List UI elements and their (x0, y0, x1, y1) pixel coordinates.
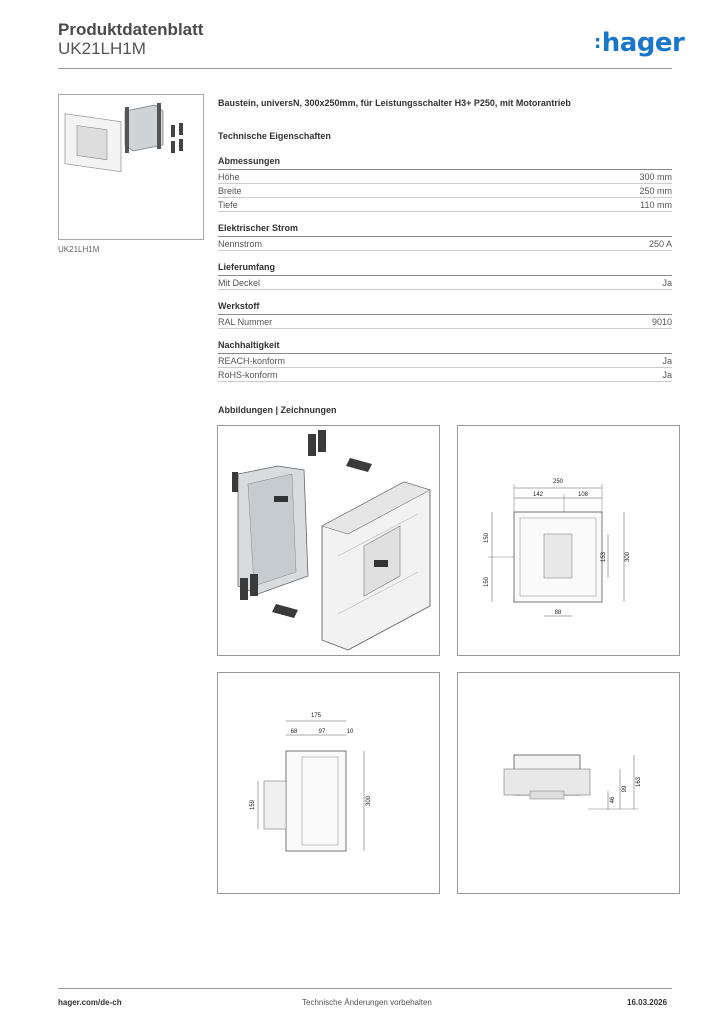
dim-108: 108 (577, 492, 589, 498)
logo-dots-icon: : (594, 32, 601, 53)
spec-row: Höhe 300 mm (218, 172, 672, 182)
figure-side-drawing (217, 672, 440, 894)
product-code: UK21LH1M (58, 39, 146, 58)
tech-heading: Technische Eigenschaften (218, 131, 331, 141)
figures-heading: Abbildungen | Zeichnungen (218, 405, 337, 415)
dim-142: 142 (532, 492, 544, 498)
dim-150a: 150 (484, 532, 490, 544)
section-title: Lieferumfang (218, 262, 672, 276)
page-title: Produktdatenblatt (58, 20, 204, 39)
section-title: Elektrischer Strom (218, 223, 672, 237)
dim-10: 10 (346, 729, 354, 735)
footer-date: 16.03.2026 (627, 998, 668, 1007)
figure-exploded-view (217, 425, 440, 656)
dim-250: 250 (552, 479, 564, 485)
dim-150b: 150 (484, 576, 490, 588)
header-divider (58, 68, 672, 69)
dim-300: 300 (625, 551, 631, 563)
dim-175: 175 (310, 713, 322, 719)
dim-88: 88 (554, 610, 562, 616)
hager-logo: :hager (594, 28, 685, 58)
spec-row: RAL Nummer 9010 (218, 317, 672, 327)
dim-163: 163 (636, 776, 642, 788)
dim-97: 97 (318, 729, 326, 735)
footer-divider (58, 988, 672, 989)
dim-159: 159 (250, 799, 256, 811)
dim-153: 153 (601, 551, 607, 563)
spec-row: Tiefe 110 mm (218, 200, 672, 210)
footer-website-link[interactable]: hager.com/de-ch (58, 998, 122, 1007)
product-description: Baustein, universN, 300x250mm, für Leistungsschalter H3+ P250, mit Motorantrieb (218, 98, 571, 108)
section-lieferumfang (218, 262, 672, 290)
section-werkstoff (218, 301, 672, 329)
figure-top-drawing (457, 672, 680, 894)
footer-notice: Technische Änderungen vorbehalten (302, 998, 432, 1007)
dim-99: 99 (622, 785, 628, 793)
spec-row: RoHS-konform Ja (218, 370, 672, 380)
section-title: Werkstoff (218, 301, 672, 315)
section-elektrischer-strom (218, 223, 672, 251)
spec-row: Nennstrom 250 A (218, 239, 672, 249)
spec-row: REACH-konform Ja (218, 356, 672, 366)
dim-68: 68 (290, 729, 298, 735)
section-title: Nachhaltigkeit (218, 340, 672, 354)
section-title: Abmessungen (218, 156, 672, 170)
spec-row: Mit Deckel Ja (218, 278, 672, 288)
section-abmessungen (218, 156, 672, 212)
dim-46: 46 (610, 796, 616, 804)
figure-front-drawing (457, 425, 680, 656)
thumbnail-caption: UK21LH1M (58, 245, 100, 254)
spec-row: Breite 250 mm (218, 186, 672, 196)
section-nachhaltigkeit (218, 340, 672, 382)
dim-300-side: 300 (366, 795, 372, 807)
product-thumbnail (58, 94, 204, 240)
